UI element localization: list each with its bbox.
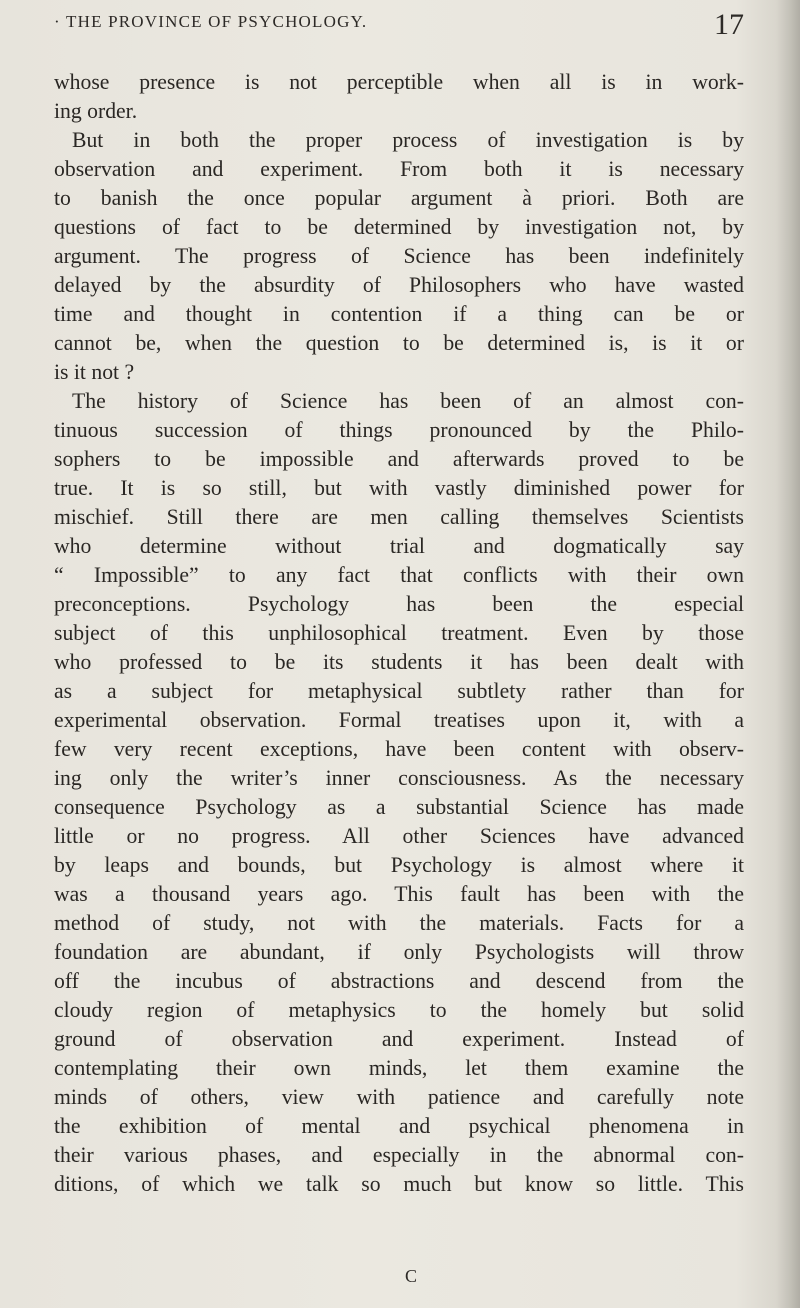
text-line: true. It is so still, but with vastly diminished power for (54, 476, 744, 500)
text-line: ing order. (54, 99, 138, 123)
text-line: argument. The progress of Science has been indefinitely (54, 244, 744, 268)
text-line: tinuous succession of things pronounced by the Philo- (54, 418, 744, 442)
text-line: is it not ? (54, 360, 135, 384)
text-line: method of study, not with the materials. Facts for a (54, 911, 744, 935)
text-line: cloudy region of metaphysics to the homely but solid (54, 998, 744, 1022)
text-line: “ Impossible” to any fact that conflicts with their own (54, 563, 744, 587)
text-line: But in both the proper process of investigation is by (72, 128, 744, 152)
text-line: observation and experiment. From both it is necessary (54, 157, 744, 181)
text-line: who professed to be its students it has been dealt with (54, 650, 744, 674)
text-line: experimental observation. Formal treatises upon it, with a (54, 708, 744, 732)
text-line: delayed by the absurdity of Philosophers who have wasted (54, 273, 744, 297)
text-line: their various phases, and especially in the abnormal con- (54, 1143, 744, 1167)
text-line: sophers to be impossible and afterwards proved to be (54, 447, 744, 471)
signature-mark: C (405, 1266, 418, 1286)
text-line: foundation are abundant, if only Psychologists will throw (54, 940, 744, 964)
text-line: as a subject for metaphysical subtlety rather than for (54, 679, 744, 703)
text-line: consequence Psychology as a substantial Science has made (54, 795, 744, 819)
text-line: was a thousand years ago. This fault has been with the (54, 882, 744, 906)
text-line: questions of fact to be determined by investigation not, by (54, 215, 744, 239)
text-line: time and thought in contention if a thing can be or (54, 302, 744, 326)
text-line: ing only the writer’s inner consciousness. As the necessary (54, 766, 744, 790)
text-line: cannot be, when the question to be determined is, is it or (54, 331, 744, 355)
text-line: ground of observation and experiment. Instead of (54, 1027, 744, 1051)
text-line: who determine without trial and dogmatically say (54, 534, 744, 558)
text-line: the exhibition of mental and psychical phenomena in (54, 1114, 744, 1138)
body-text (54, 68, 744, 1199)
text-line: mischief. Still there are men calling themselves Scientists (54, 505, 744, 529)
text-line: contemplating their own minds, let them examine the (54, 1056, 744, 1080)
page-edge-shadow (776, 0, 800, 1308)
text-line: little or no progress. All other Sciences have advanced (54, 824, 744, 848)
page-header (54, 10, 744, 50)
text-line: ditions, of which we talk so much but know so little. This (54, 1172, 744, 1196)
text-line: subject of this unphilosophical treatment. Even by those (54, 621, 744, 645)
text-line: whose presence is not perceptible when all is in work- (54, 70, 744, 94)
text-line: The history of Science has been of an almost con- (72, 389, 744, 413)
text-line: preconceptions. Psychology has been the especial (54, 592, 744, 616)
text-line: by leaps and bounds, but Psychology is almost where it (54, 853, 744, 877)
text-line: off the incubus of abstractions and descend from the (54, 969, 744, 993)
page-number: 17 (714, 8, 744, 41)
running-head: · THE PROVINCE OF PSYCHOLOGY. (54, 12, 368, 31)
text-line: few very recent exceptions, have been content with observ- (54, 737, 744, 761)
text-line: to banish the once popular argument à priori. Both are (54, 186, 744, 210)
text-line: minds of others, view with patience and carefully note (54, 1085, 744, 1109)
